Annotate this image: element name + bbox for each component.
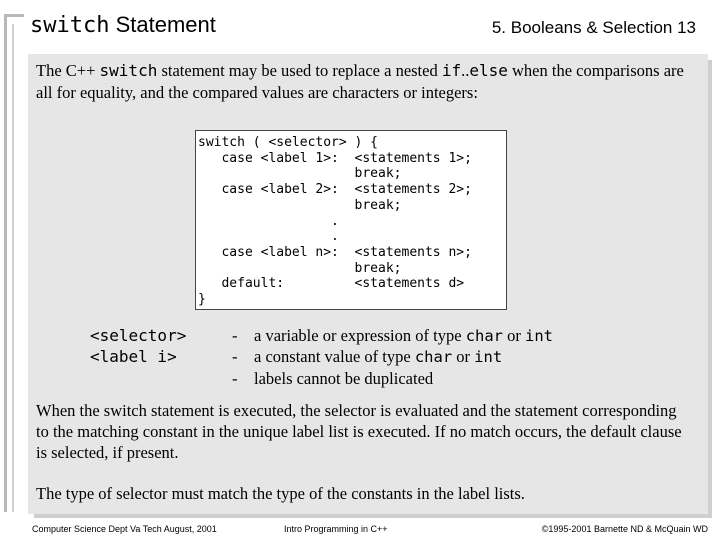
slide-title-text: Statement [109, 12, 216, 37]
inline-code-else: else [469, 61, 508, 80]
intro-paragraph: The C++ switch statement may be used to replace a nested if..else when the comparisons are all for equality, and the compared values are characters or integers: [36, 61, 684, 102]
slide-title-code: switch [30, 13, 110, 38]
inline-code-switch: switch [99, 61, 158, 80]
switch-syntax-code: switch ( <selector> ) { case <label 1>: <statements 1>; break; case <label 2>: <statements 2>; break; . . case <label n>: <statements n>; break; default: <statements d> } [198, 135, 472, 308]
panel-shadow-bottom [34, 514, 712, 518]
frame-left-bar-inner [12, 24, 14, 512]
panel-shadow-right [708, 60, 712, 516]
definition-label: - a constant value of type char or int [232, 347, 503, 366]
frame-corner-decoration [4, 14, 24, 17]
slide-reference: 5. Booleans & Selection 13 [491, 18, 696, 37]
frame-left-bar [4, 14, 7, 512]
slide-title [30, 11, 216, 40]
definition-labels-unique: - labels cannot be duplicated [232, 369, 434, 388]
inline-code-if: if [441, 61, 462, 80]
footer-right: ©1995-2001 Barnette ND & McQuain WD [541, 524, 708, 534]
term-selector: <selector> [90, 326, 187, 345]
paragraph-type-match: The type of selector must match the type of the constants in the label lists. [36, 484, 525, 503]
footer-center: Intro Programming in C++ [284, 524, 388, 534]
definition-selector: - a variable or expression of type char or int [232, 326, 554, 345]
paragraph-execution: When the switch statement is executed, the selector is evaluated and the statement corresponding to the matching constant in the unique label list is executed. If no match occurs, the default clause is selected, if present. [36, 401, 682, 462]
footer-left: Computer Science Dept Va Tech August, 2001 [32, 524, 217, 534]
term-label: <label i> [90, 347, 177, 366]
